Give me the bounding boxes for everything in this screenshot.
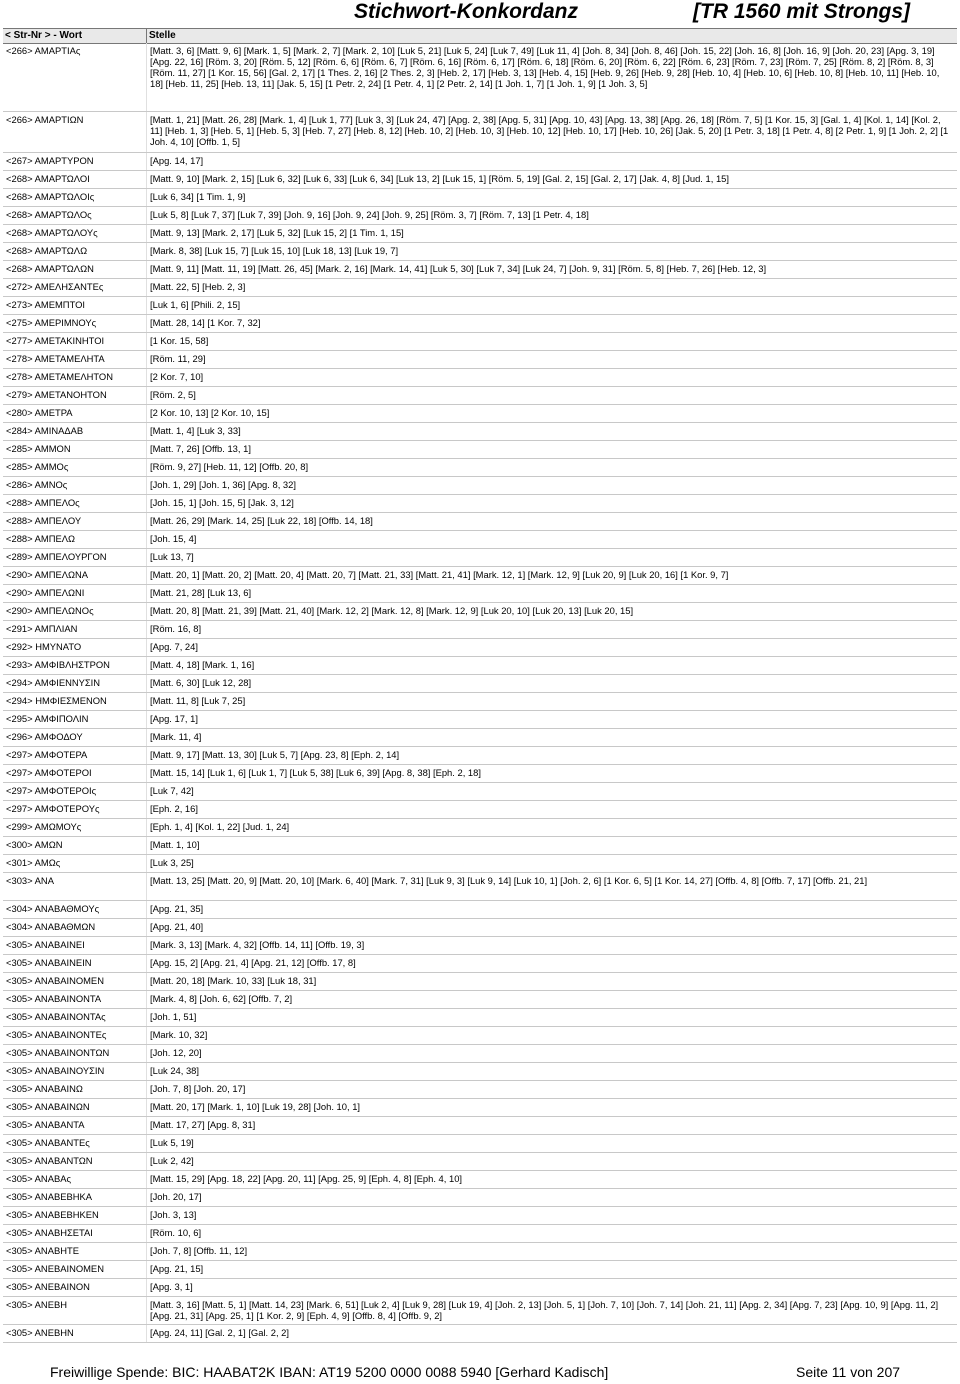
entry-references: [Joh. 7, 8] [Joh. 20, 17]: [146, 1081, 957, 1098]
entry-word: <305> ΑΝΑΒΕΒΗΚΕΝ: [6, 1209, 99, 1220]
entry-references: [Apg. 14, 17]: [146, 153, 957, 170]
table-row: [3, 423, 957, 441]
entry-references: [Matt. 20, 8] [Matt. 21, 39] [Matt. 21, 40] [Mark. 12, 2] [Mark. 12, 8] [Mark. 12, 9] [Luk 20, 10] [Luk 20, 13] [Luk 20, 15]: [146, 603, 957, 620]
entry-word: <266> ΑΜΑΡΤΙΩΝ: [6, 114, 84, 125]
footer-donation: Freiwillige Spende: BIC: HAABAT2K IBAN: AT19 5200 0000 0088 5940 [Gerhard Kadisch]: [50, 1364, 609, 1380]
entry-word: <266> ΑΜΑΡΤΙΑς: [6, 45, 81, 56]
entry-references: [Röm. 2, 5]: [146, 387, 957, 404]
entry-word: <273> ΑΜΕΜΠΤΟΙ: [6, 299, 86, 310]
entry-word: <288> ΑΜΠΕΛΟΥ: [6, 515, 82, 526]
entry-references: [Matt. 1, 21] [Matt. 26, 28] [Mark. 1, 4] [Luk 1, 77] [Luk 3, 3] [Luk 24, 47] [Apg. 2, 38] [Apg. 5, 31] [Apg. 10, 43] [Apg. 13, 38] [Apg. 26, 18] [Röm. 7, 5] [1 Kor. 15, 3] [Gal. 1, 4] [Kol. 1, 14] [Kol. 2, 11] [Heb. 1, 3] [Heb. 5, 1] [Heb. 5, 3] [Heb. 7, 27] [Heb. 8, 12] [Heb. 10, 2] [Heb. 10, 3] [Heb. 10, 12] [Heb. 10, 17] [Heb. 10, 26] [Jak. 5, 20] [1 Petr. 3, 18] [1 Petr. 4, 8] [2 Petr. 1, 9] [1 Joh. 2, 2] [1 Joh. 4, 10] [Offb. 1, 5]: [146, 112, 957, 152]
table-row: [3, 783, 957, 801]
entry-references: [Apg. 15, 2] [Apg. 21, 4] [Apg. 21, 12] [Offb. 17, 8]: [146, 955, 957, 972]
entry-references: [Matt. 1, 10]: [146, 837, 957, 854]
table-row: [3, 693, 957, 711]
table-row: [3, 112, 957, 153]
table-row: [3, 1325, 957, 1343]
table-row: [3, 477, 957, 495]
entry-word: <285> ΑΜΜΟς: [6, 461, 69, 472]
table-row: [3, 153, 957, 171]
entry-word: <305> ΑΝΑΒΗΤΕ: [6, 1245, 79, 1256]
entry-references: [Matt. 3, 6] [Matt. 9, 6] [Mark. 1, 5] [Mark. 2, 7] [Mark. 2, 10] [Luk 5, 21] [Luk 5, 24] [Luk 7, 49] [Luk 11, 4] [Joh. 8, 34] [Joh. 8, 46] [Joh. 15, 22] [Joh. 16, 8] [Joh. 16, 9] [Joh. 20, 23] [Apg. 3, 19] [Apg. 22, 16] [Röm. 3, 20] [Röm. 5, 12] [Röm. 6, 6] [Röm. 6, 7] [Röm. 6, 16] [Röm. 6, 17] [Röm. 6, 18] [Röm. 6, 20] [Röm. 6, 22] [Röm. 6, 23] [Röm. 7, 23] [Röm. 7, 25] [Röm. 8, 2] [Röm. 8, 3] [Röm. 11, 27] [1 Kor. 15, 56] [Gal. 2, 17] [1 Thes. 2, 16] [2 Thes. 2, 3] [Heb. 2, 17] [Heb. 3, 13] [Heb. 4, 15] [Heb. 9, 26] [Heb. 9, 28] [Heb. 10, 4] [Heb. 10, 6] [Heb. 10, 8] [Heb. 10, 11] [Heb. 10, 18] [Heb. 11, 25] [Heb. 13, 11] [Jak. 5, 15] [1 Petr. 2, 24] [1 Petr. 4, 1] [2 Petr. 2, 14] [1 Joh. 1, 7] [1 Joh. 1, 9] [1 Joh. 3, 5]: [146, 43, 957, 111]
entry-references: [Matt. 6, 30] [Luk 12, 28]: [146, 675, 957, 692]
entry-references: [Apg. 17, 1]: [146, 711, 957, 728]
table-row: [3, 747, 957, 765]
entry-references: [Apg. 21, 40]: [146, 919, 957, 936]
table-row: [3, 801, 957, 819]
entry-word: <268> ΑΜΑΡΤΩΛΩ: [6, 245, 88, 256]
entry-word: <301> ΑΜΩς: [6, 857, 61, 868]
table-row: [3, 549, 957, 567]
entry-word: <294> ΑΜΦΙΕΝΝΥΣΙΝ: [6, 677, 101, 688]
entry-references: [Joh. 15, 4]: [146, 531, 957, 548]
entry-references: [Matt. 20, 17] [Mark. 1, 10] [Luk 19, 28] [Joh. 10, 1]: [146, 1099, 957, 1116]
table-row: [3, 1009, 957, 1027]
column-divider: [146, 29, 147, 43]
entry-references: [Apg. 24, 11] [Gal. 2, 1] [Gal. 2, 2]: [146, 1325, 957, 1342]
entry-references: [Joh. 15, 1] [Joh. 15, 5] [Jak. 3, 12]: [146, 495, 957, 512]
entry-word: <277> ΑΜΕΤΑΚΙΝΗΤΟΙ: [6, 335, 105, 346]
table-row: [3, 873, 957, 901]
table-row: [3, 603, 957, 621]
entry-word: <305> ΑΝΑΒΑΙΝΟΥΣΙΝ: [6, 1065, 105, 1076]
entry-word: <290> ΑΜΠΕΛΩΝΑ: [6, 569, 89, 580]
table-row: [3, 937, 957, 955]
entry-word: <268> ΑΜΑΡΤΩΛΟΙς: [6, 191, 95, 202]
entry-word: <305> ΑΝΑΒΑΝΤΕς: [6, 1137, 90, 1148]
table-header: [3, 28, 957, 44]
entry-references: [Joh. 7, 8] [Offb. 11, 12]: [146, 1243, 957, 1260]
entry-word: <284> ΑΜΙΝΑΔΑΒ: [6, 425, 84, 436]
entry-references: [Apg. 7, 24]: [146, 639, 957, 656]
table-row: [3, 261, 957, 279]
table-row: [3, 657, 957, 675]
table-row: [3, 495, 957, 513]
entry-references: [Matt. 15, 29] [Apg. 18, 22] [Apg. 20, 11] [Apg. 25, 9] [Eph. 4, 8] [Eph. 4, 10]: [146, 1171, 957, 1188]
entry-word: <305> ΑΝΑΒΑΙΝΕΙΝ: [6, 957, 92, 968]
entry-word: <305> ΑΝΕΒΑΙΝΟΜΕΝ: [6, 1263, 104, 1274]
entry-word: <297> ΑΜΦΟΤΕΡΟΙς: [6, 785, 97, 796]
table-row: [3, 819, 957, 837]
entry-word: <305> ΑΝΑΒΕΒΗΚΑ: [6, 1191, 92, 1202]
table-row: [3, 991, 957, 1009]
entry-word: <305> ΑΝΑΒΑΝΤΑ: [6, 1119, 85, 1130]
table-row: [3, 225, 957, 243]
table-row: [3, 1099, 957, 1117]
entry-references: [Mark. 4, 8] [Joh. 6, 62] [Offb. 7, 2]: [146, 991, 957, 1008]
entry-word: <296> ΑΜΦΟΔΟΥ: [6, 731, 83, 742]
table-row: [3, 513, 957, 531]
table-row: [3, 297, 957, 315]
entry-references: [Luk 6, 34] [1 Tim. 1, 9]: [146, 189, 957, 206]
entry-word: <293> ΑΜΦΙΒΛΗΣΤΡΟΝ: [6, 659, 110, 670]
table-row: [3, 333, 957, 351]
entry-references: [Matt. 9, 11] [Matt. 11, 19] [Matt. 26, 45] [Mark. 2, 16] [Mark. 14, 41] [Luk 5, 30] [Luk 7, 34] [Luk 24, 7] [Joh. 9, 31] [Röm. 5, 8] [Heb. 7, 26] [Heb. 12, 3]: [146, 261, 957, 278]
entry-word: <305> ΑΝΑΒΗΣΕΤΑΙ: [6, 1227, 93, 1238]
entry-word: <272> ΑΜΕΛΗΣΑΝΤΕς: [6, 281, 104, 292]
entry-word: <295> ΑΜΦΙΠΟΛΙΝ: [6, 713, 89, 724]
entry-word: <268> ΑΜΑΡΤΩΛΩΝ: [6, 263, 94, 274]
entry-references: [Röm. 9, 27] [Heb. 11, 12] [Offb. 20, 8]: [146, 459, 957, 476]
entry-word: <303> ΑΝΑ: [6, 875, 54, 886]
entry-references: [1 Kor. 15, 58]: [146, 333, 957, 350]
table-row: [3, 901, 957, 919]
entry-word: <305> ΑΝΕΒΑΙΝΟΝ: [6, 1281, 90, 1292]
entry-references: [Mark. 10, 32]: [146, 1027, 957, 1044]
entry-word: <297> ΑΜΦΟΤΕΡΟΙ: [6, 767, 92, 778]
entry-references: [Matt. 1, 4] [Luk 3, 33]: [146, 423, 957, 440]
entry-word: <267> ΑΜΑΡΤΥΡΟΝ: [6, 155, 94, 166]
entry-word: <268> ΑΜΑΡΤΩΛΟΙ: [6, 173, 90, 184]
entry-word: <305> ΑΝΑΒΑς: [6, 1173, 71, 1184]
entry-word: <305> ΑΝΑΒΑΙΝΟΝΤΑς: [6, 1011, 106, 1022]
entry-references: [Apg. 21, 35]: [146, 901, 957, 918]
entry-references: [Mark. 11, 4]: [146, 729, 957, 746]
page-title: Stichwort-Konkordanz: [354, 0, 578, 23]
table-row: [3, 1081, 957, 1099]
table-row: [3, 1171, 957, 1189]
entry-references: [Luk 3, 25]: [146, 855, 957, 872]
entry-word: <305> ΑΝΑΒΑΙΝΕΙ: [6, 939, 85, 950]
table-row: [3, 387, 957, 405]
entry-word: <268> ΑΜΑΡΤΩΛΟΥς: [6, 227, 98, 238]
entry-references: [Luk 5, 19]: [146, 1135, 957, 1152]
entry-word: <305> ΑΝΑΒΑΙΝΟΜΕΝ: [6, 975, 104, 986]
entry-references: [Joh. 1, 51]: [146, 1009, 957, 1026]
entry-word: <286> ΑΜΝΟς: [6, 479, 68, 490]
entry-word: <290> ΑΜΠΕΛΩΝΙ: [6, 587, 85, 598]
entry-word: <291> ΑΜΠΛΙΑΝ: [6, 623, 78, 634]
entry-word: <292> ΗΜΥΝΑΤΟ: [6, 641, 82, 652]
entry-references: [Luk 2, 42]: [146, 1153, 957, 1170]
table-row: [3, 585, 957, 603]
table-row: [3, 1225, 957, 1243]
table-row: [3, 43, 957, 112]
entry-word: <290> ΑΜΠΕΛΩΝΟς: [6, 605, 94, 616]
entry-word: <305> ΑΝΑΒΑΙΝΩ: [6, 1083, 83, 1094]
entry-word: <305> ΑΝΕΒΗ: [6, 1299, 67, 1310]
entry-references: [Matt. 21, 28] [Luk 13, 6]: [146, 585, 957, 602]
table-row: [3, 243, 957, 261]
table-row: [3, 279, 957, 297]
entry-references: [Matt. 9, 10] [Mark. 2, 15] [Luk 6, 32] [Luk 6, 33] [Luk 6, 34] [Luk 13, 2] [Luk 15, 1] [Röm. 5, 19] [Gal. 2, 15] [Gal. 2, 17] [Jak. 4, 8] [Jud. 1, 15]: [146, 171, 957, 188]
table-row: [3, 441, 957, 459]
entry-references: [Matt. 20, 1] [Matt. 20, 2] [Matt. 20, 4] [Matt. 20, 7] [Matt. 21, 33] [Matt. 21, 41] [Mark. 12, 1] [Mark. 12, 9] [Luk 20, 9] [Luk 20, 16] [1 Kor. 9, 7]: [146, 567, 957, 584]
entry-references: [Matt. 28, 14] [1 Kor. 7, 32]: [146, 315, 957, 332]
table-row: [3, 1153, 957, 1171]
entry-references: [Apg. 21, 15]: [146, 1261, 957, 1278]
entry-references: [2 Kor. 7, 10]: [146, 369, 957, 386]
entry-word: <288> ΑΜΠΕΛΟς: [6, 497, 80, 508]
table-row: [3, 405, 957, 423]
entry-references: [Röm. 10, 6]: [146, 1225, 957, 1242]
entry-references: [Matt. 13, 25] [Matt. 20, 9] [Matt. 20, 10] [Mark. 6, 40] [Mark. 7, 31] [Luk 9, 3] [Luk 9, 14] [Luk 10, 1] [Joh. 2, 6] [1 Kor. 6, 5] [1 Kor. 14, 27] [Offb. 4, 8] [Offb. 7, 17] [Offb. 21, 21]: [146, 873, 957, 900]
table-row: [3, 351, 957, 369]
entry-word: <275> ΑΜΕΡΙΜΝΟΥς: [6, 317, 97, 328]
entry-word: <288> ΑΜΠΕΛΩ: [6, 533, 76, 544]
entry-word: <285> ΑΜΜΟΝ: [6, 443, 71, 454]
entry-word: <280> ΑΜΕΤΡΑ: [6, 407, 73, 418]
entry-word: <304> ΑΝΑΒΑΘΜΟΥς: [6, 903, 100, 914]
table-row: [3, 711, 957, 729]
entry-references: [Matt. 3, 16] [Matt. 5, 1] [Matt. 14, 23] [Mark. 6, 51] [Luk 2, 4] [Luk 9, 28] [Luk 19, 4] [Joh. 2, 13] [Joh. 5, 1] [Joh. 7, 10] [Joh. 7, 14] [Joh. 21, 11] [Apg. 2, 34] [Apg. 7, 23] [Apg. 10, 9] [Apg. 11, 2] [Apg. 21, 31] [Apg. 25, 1] [1 Kor. 2, 9] [Eph. 4, 9] [Offb. 8, 4] [Offb. 9, 2]: [146, 1297, 957, 1324]
table-row: [3, 207, 957, 225]
table-row: [3, 1207, 957, 1225]
entry-word: <305> ΑΝΑΒΑΙΝΟΝΤΕς: [6, 1029, 107, 1040]
entry-references: [Apg. 3, 1]: [146, 1279, 957, 1296]
entry-references: [Eph. 2, 16]: [146, 801, 957, 818]
entry-references: [Luk 24, 38]: [146, 1063, 957, 1080]
entry-references: [Matt. 22, 5] [Heb. 2, 3]: [146, 279, 957, 296]
entry-word: <300> ΑΜΩΝ: [6, 839, 63, 850]
table-row: [3, 919, 957, 937]
table-row: [3, 1189, 957, 1207]
entry-references: [Röm. 11, 29]: [146, 351, 957, 368]
table-row: [3, 567, 957, 585]
table-row: [3, 369, 957, 387]
entry-references: [Mark. 3, 13] [Mark. 4, 32] [Offb. 14, 11] [Offb. 19, 3]: [146, 937, 957, 954]
table-row: [3, 765, 957, 783]
footer-page-number: Seite 11 von 207: [796, 1364, 901, 1380]
entry-word: <305> ΑΝΑΒΑΝΤΩΝ: [6, 1155, 93, 1166]
entry-references: [Matt. 9, 17] [Matt. 13, 30] [Luk 5, 7] [Apg. 23, 8] [Eph. 2, 14]: [146, 747, 957, 764]
entry-word: <297> ΑΜΦΟΤΕΡΟΥς: [6, 803, 100, 814]
column-header-word: < Str-Nr > - Wort: [5, 30, 83, 41]
entry-word: <278> ΑΜΕΤΑΜΕΛΗΤΟΝ: [6, 371, 113, 382]
table-row: [3, 1117, 957, 1135]
entry-references: [Luk 7, 42]: [146, 783, 957, 800]
table-row: [3, 1261, 957, 1279]
table-row: [3, 675, 957, 693]
entry-word: <297> ΑΜΦΟΤΕΡΑ: [6, 749, 88, 760]
page-subtitle: [TR 1560 mit Strongs]: [693, 0, 911, 23]
column-header-references: Stelle: [149, 30, 176, 41]
table-row: [3, 855, 957, 873]
entry-word: <305> ΑΝΕΒΗΝ: [6, 1327, 74, 1338]
entry-references: [Luk 5, 8] [Luk 7, 37] [Luk 7, 39] [Joh. 9, 16] [Joh. 9, 24] [Joh. 9, 25] [Röm. 3, 7] [Röm. 7, 13] [1 Petr. 4, 18]: [146, 207, 957, 224]
entry-references: [Joh. 20, 17]: [146, 1189, 957, 1206]
concordance-table: [3, 43, 957, 1343]
table-row: [3, 1297, 957, 1325]
entry-word: <294> ΗΜΦΙΕΣΜΕΝΟΝ: [6, 695, 107, 706]
table-row: [3, 1045, 957, 1063]
entry-word: <304> ΑΝΑΒΑΘΜΩΝ: [6, 921, 96, 932]
table-row: [3, 1243, 957, 1261]
table-row: [3, 837, 957, 855]
table-row: [3, 315, 957, 333]
entry-references: [2 Kor. 10, 13] [2 Kor. 10, 15]: [146, 405, 957, 422]
entry-references: [Joh. 1, 29] [Joh. 1, 36] [Apg. 8, 32]: [146, 477, 957, 494]
entry-references: [Eph. 1, 4] [Kol. 1, 22] [Jud. 1, 24]: [146, 819, 957, 836]
table-row: [3, 189, 957, 207]
table-row: [3, 639, 957, 657]
table-row: [3, 531, 957, 549]
entry-references: [Matt. 11, 8] [Luk 7, 25]: [146, 693, 957, 710]
entry-word: <268> ΑΜΑΡΤΩΛΟς: [6, 209, 92, 220]
entry-word: <305> ΑΝΑΒΑΙΝΟΝΤΩΝ: [6, 1047, 110, 1058]
entry-references: [Luk 1, 6] [Phili. 2, 15]: [146, 297, 957, 314]
table-row: [3, 1279, 957, 1297]
entry-references: [Matt. 17, 27] [Apg. 8, 31]: [146, 1117, 957, 1134]
entry-references: [Joh. 3, 13]: [146, 1207, 957, 1224]
entry-references: [Matt. 4, 18] [Mark. 1, 16]: [146, 657, 957, 674]
entry-references: [Matt. 15, 14] [Luk 1, 6] [Luk 1, 7] [Luk 5, 38] [Luk 6, 39] [Apg. 8, 38] [Eph. 2, 18]: [146, 765, 957, 782]
entry-references: [Matt. 26, 29] [Mark. 14, 25] [Luk 22, 18] [Offb. 14, 18]: [146, 513, 957, 530]
table-row: [3, 621, 957, 639]
table-row: [3, 955, 957, 973]
entry-word: <305> ΑΝΑΒΑΙΝΟΝΤΑ: [6, 993, 102, 1004]
entry-references: [Joh. 12, 20]: [146, 1045, 957, 1062]
entry-word: <279> ΑΜΕΤΑΝΟΗΤΟΝ: [6, 389, 107, 400]
entry-references: [Matt. 9, 13] [Mark. 2, 17] [Luk 5, 32] [Luk 15, 2] [1 Tim. 1, 15]: [146, 225, 957, 242]
entry-word: <289> ΑΜΠΕΛΟΥΡΓΟΝ: [6, 551, 107, 562]
table-row: [3, 171, 957, 189]
entry-references: [Luk 13, 7]: [146, 549, 957, 566]
entry-references: [Röm. 16, 8]: [146, 621, 957, 638]
table-row: [3, 1135, 957, 1153]
entry-references: [Matt. 20, 18] [Mark. 10, 33] [Luk 18, 31]: [146, 973, 957, 990]
entry-word: <305> ΑΝΑΒΑΙΝΩΝ: [6, 1101, 90, 1112]
table-row: [3, 973, 957, 991]
table-row: [3, 1063, 957, 1081]
entry-references: [Matt. 7, 26] [Offb. 13, 1]: [146, 441, 957, 458]
entry-word: <299> ΑΜΩΜΟΥς: [6, 821, 82, 832]
entry-references: [Mark. 8, 38] [Luk 15, 7] [Luk 15, 10] [Luk 18, 13] [Luk 19, 7]: [146, 243, 957, 260]
entry-word: <278> ΑΜΕΤΑΜΕΛΗΤΑ: [6, 353, 105, 364]
table-row: [3, 729, 957, 747]
table-row: [3, 1027, 957, 1045]
table-row: [3, 459, 957, 477]
